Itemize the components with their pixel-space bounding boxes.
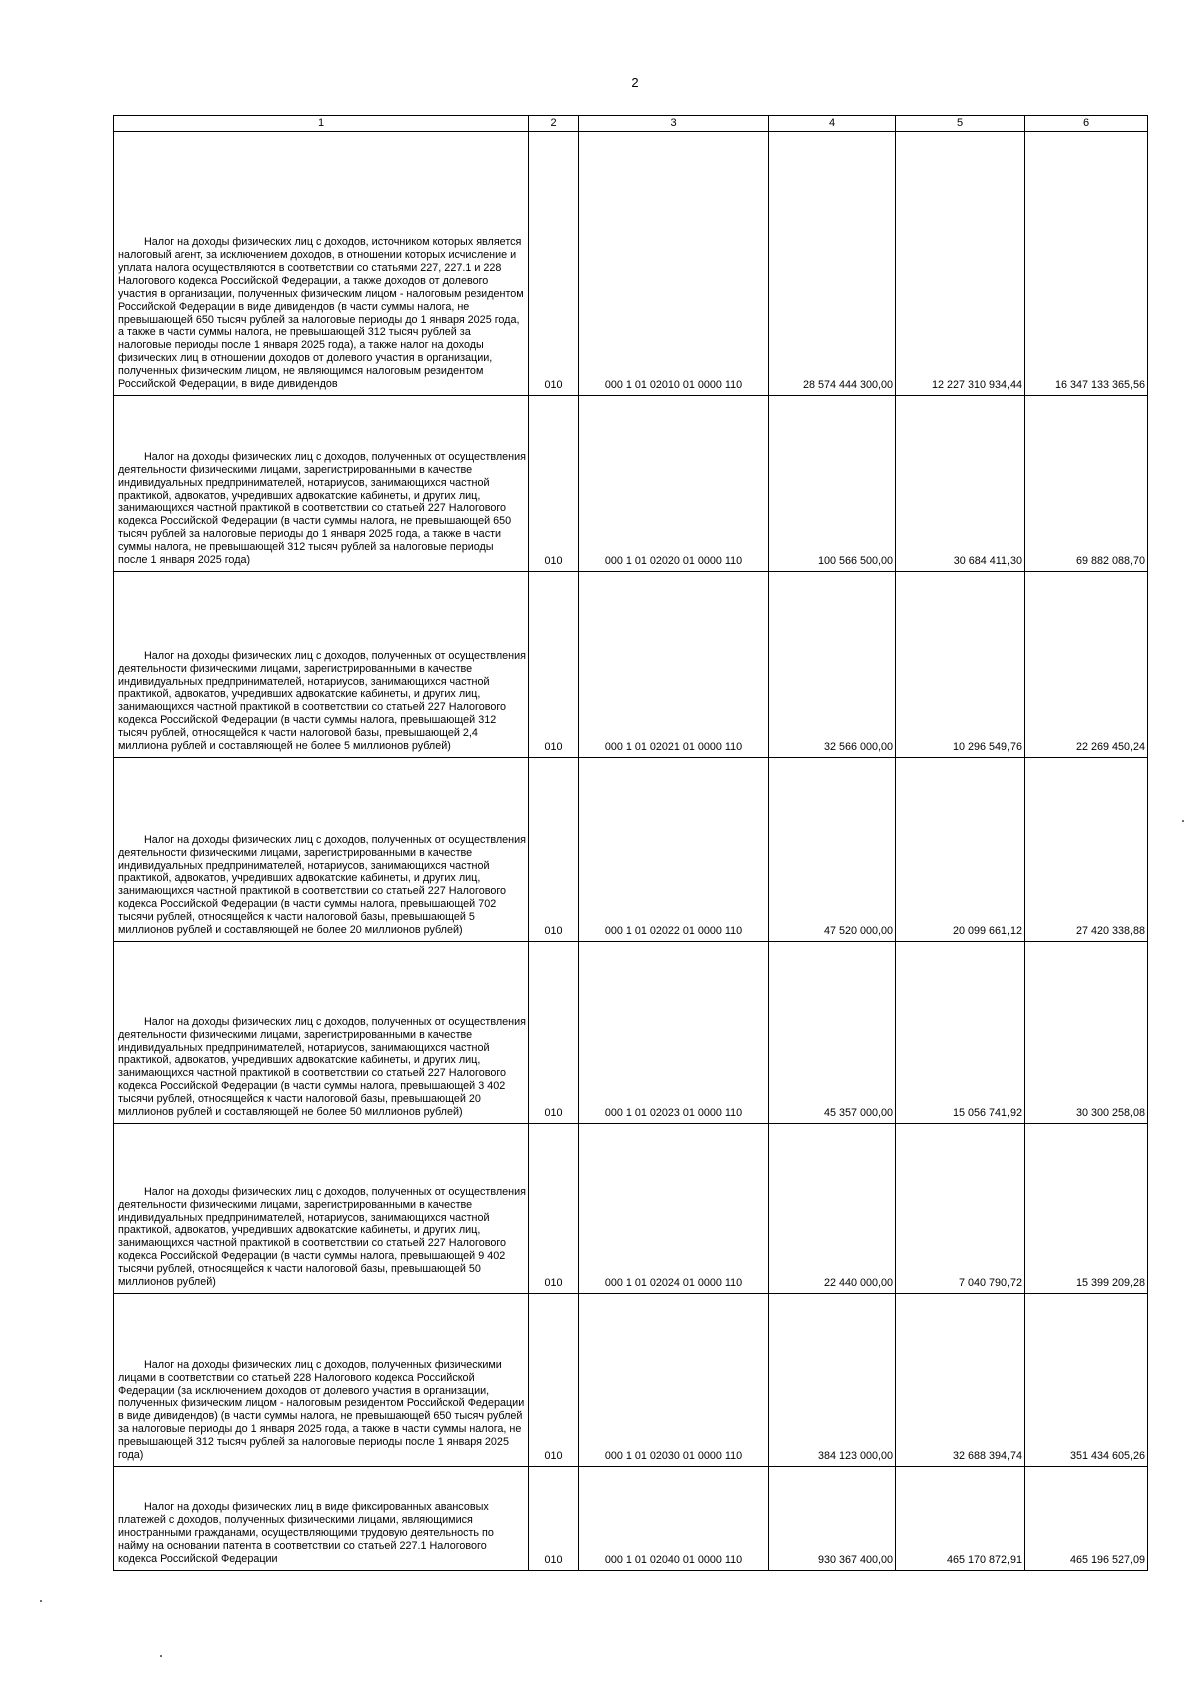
line-code-cell: 010 — [529, 1467, 579, 1571]
column-number: 2 — [529, 116, 579, 132]
approved-amount-cell: 22 440 000,00 — [769, 1124, 896, 1294]
income-name-cell — [114, 396, 529, 572]
income-name-cell — [114, 1124, 529, 1294]
approved-amount-cell: 32 566 000,00 — [769, 572, 896, 758]
table-row — [114, 1467, 1148, 1571]
budget-code-cell: 000 1 01 02021 01 0000 110 — [579, 572, 769, 758]
income-name-cell — [114, 1294, 529, 1467]
column-number: 4 — [769, 116, 896, 132]
scan-speck — [1182, 820, 1184, 822]
executed-amount-cell: 32 688 394,74 — [896, 1294, 1025, 1467]
column-number-row — [114, 116, 1148, 132]
budget-code-cell: 000 1 01 02010 01 0000 110 — [579, 132, 769, 396]
income-name: Налог на доходы физических лиц с доходов, полученных от осуществления деятельности физическими лицами, зарегистрированными в качестве индивидуальных предпринимателей, нотариусов, занимающихся частной практикой, адвокатов, учредивших адвокатские кабинеты, и других лиц, занимающихся частной практикой в соответствии со статьей 227 Налогового кодекса Российской Федерации (в части суммы налога, превышающей 312 тысяч рублей, относящейся к части налоговой базы, превышающей 2,4 миллиона рублей и составляющей не более 5 миллионов рублей) — [118, 649, 526, 753]
column-number: 6 — [1025, 116, 1148, 132]
income-name: Налог на доходы физических лиц с доходов, источником которых является налоговый агент, за исключением доходов, в отношении которых исчисление и уплата налога осуществляются в соответствии со статьями 227, 227.1 и 228 Налогового кодекса Российской Федерации, а также доходов от долевого участия в организации, полученных физическим лицом - налоговым резидентом Российской Федерации в виде дивидендов (в части суммы налога, не превышающей 650 тысяч рублей за налоговые периоды до 1 января 2025 года, а также в части суммы налога, не превышающей 312 тысяч рублей за налоговые периоды после 1 января 2025 года), а также налог на доходы физических лиц в отношении доходов от долевого участия в организации, полученных физическим лицом, не являющимся налоговым резидентом Российской Федерации, в виде дивидендов — [118, 236, 524, 391]
scan-speck — [40, 1600, 42, 1602]
table-row — [114, 132, 1148, 396]
unexecuted-amount-cell: 69 882 088,70 — [1025, 396, 1148, 572]
column-number: 3 — [579, 116, 769, 132]
income-name-cell — [114, 572, 529, 758]
executed-amount-cell: 10 296 549,76 — [896, 572, 1025, 758]
budget-code-cell: 000 1 01 02040 01 0000 110 — [579, 1467, 769, 1571]
line-code-cell: 010 — [529, 942, 579, 1124]
page-number: 2 — [631, 75, 639, 90]
income-name-cell — [114, 132, 529, 396]
table-row — [114, 572, 1148, 758]
approved-amount-cell: 384 123 000,00 — [769, 1294, 896, 1467]
table-row — [114, 942, 1148, 1124]
line-code-cell: 010 — [529, 572, 579, 758]
line-code-cell: 010 — [529, 396, 579, 572]
unexecuted-amount-cell: 351 434 605,26 — [1025, 1294, 1148, 1467]
table-row — [114, 758, 1148, 942]
line-code-cell: 010 — [529, 758, 579, 942]
income-name: Налог на доходы физических лиц с доходов, полученных физическими лицами в соответствии со статьей 228 Налогового кодекса Российской Федерации (за исключением доходов от долевого участия в организации, полученных физическим лицом - налоговым резидентом Российской Федерации в виде дивидендов) (в части суммы налога, не превышающей 650 тысяч рублей за налоговые периоды до 1 января 2025 года, а также в части суммы налога, не превышающей 312 тысяч рублей за налоговые периоды после 1 января 2025 года) — [118, 1358, 525, 1462]
income-name: Налог на доходы физических лиц с доходов, полученных от осуществления деятельности физическими лицами, зарегистрированными в качестве индивидуальных предпринимателей, нотариусов, занимающихся частной практикой, адвокатов, учредивших адвокатские кабинеты, и других лиц, занимающихся частной практикой в соответствии со статьей 227 Налогового кодекса Российской Федерации (в части суммы налога, превышающей 9 402 тысячи рублей, относящейся к части налоговой базы, превышающей 50 миллионов рублей) — [118, 1185, 526, 1289]
column-number: 1 — [114, 116, 529, 132]
budget-code-cell: 000 1 01 02030 01 0000 110 — [579, 1294, 769, 1467]
scan-speck — [160, 1655, 162, 1657]
approved-amount-cell: 45 357 000,00 — [769, 942, 896, 1124]
unexecuted-amount-cell: 465 196 527,09 — [1025, 1467, 1148, 1571]
table-row — [114, 1124, 1148, 1294]
income-name: Налог на доходы физических лиц с доходов, полученных от осуществления деятельности физическими лицами, зарегистрированными в качестве индивидуальных предпринимателей, нотариусов, занимающихся частной практикой, адвокатов, учредивших адвокатские кабинеты, и других лиц, занимающихся частной практикой в соответствии со статьей 227 Налогового кодекса Российской Федерации (в части суммы налога, превышающей 3 402 тысячи рублей, относящейся к части налоговой базы, превышающей 20 миллионов рублей и составляющей не более 50 миллионов рублей) — [118, 1015, 526, 1119]
executed-amount-cell: 20 099 661,12 — [896, 758, 1025, 942]
unexecuted-amount-cell: 22 269 450,24 — [1025, 572, 1148, 758]
income-name: Налог на доходы физических лиц в виде фиксированных авансовых платежей с доходов, полученных физическими лицами, являющимися иностранными гражданами, осуществляющими трудовую деятельность по найму на основании патента в соответствии со статьей 227.1 Налогового кодекса Российской Федерации — [118, 1501, 494, 1566]
unexecuted-amount-cell: 15 399 209,28 — [1025, 1124, 1148, 1294]
column-number: 5 — [896, 116, 1025, 132]
unexecuted-amount-cell: 16 347 133 365,56 — [1025, 132, 1148, 396]
income-name: Налог на доходы физических лиц с доходов, полученных от осуществления деятельности физическими лицами, зарегистрированными в качестве индивидуальных предпринимателей, нотариусов, занимающихся частной практикой, адвокатов, учредивших адвокатские кабинеты, и других лиц, занимающихся частной практикой в соответствии со статьей 227 Налогового кодекса Российской Федерации (в части суммы налога, не превышающей 650 тысяч рублей за налоговые периоды до 1 января 2025 года, а также в части суммы налога, не превышающей 312 тысяч рублей за налоговые периоды после 1 января 2025 года) — [118, 450, 526, 567]
income-name-cell — [114, 1467, 529, 1571]
table-row — [114, 1294, 1148, 1467]
approved-amount-cell: 930 367 400,00 — [769, 1467, 896, 1571]
income-report-table — [113, 115, 1148, 1571]
approved-amount-cell: 28 574 444 300,00 — [769, 132, 896, 396]
executed-amount-cell: 7 040 790,72 — [896, 1124, 1025, 1294]
budget-code-cell: 000 1 01 02024 01 0000 110 — [579, 1124, 769, 1294]
budget-code-cell: 000 1 01 02020 01 0000 110 — [579, 396, 769, 572]
line-code-cell: 010 — [529, 1294, 579, 1467]
approved-amount-cell: 100 566 500,00 — [769, 396, 896, 572]
budget-code-cell: 000 1 01 02023 01 0000 110 — [579, 942, 769, 1124]
income-name: Налог на доходы физических лиц с доходов, полученных от осуществления деятельности физическими лицами, зарегистрированными в качестве индивидуальных предпринимателей, нотариусов, занимающихся частной практикой, адвокатов, учредивших адвокатские кабинеты, и других лиц, занимающихся частной практикой в соответствии со статьей 227 Налогового кодекса Российской Федерации (в части суммы налога, превышающей 702 тысячи рублей, относящейся к части налоговой базы, превышающей 5 миллионов рублей и составляющей не более 20 миллионов рублей) — [118, 833, 526, 937]
line-code-cell: 010 — [529, 1124, 579, 1294]
unexecuted-amount-cell: 27 420 338,88 — [1025, 758, 1148, 942]
executed-amount-cell: 465 170 872,91 — [896, 1467, 1025, 1571]
executed-amount-cell: 15 056 741,92 — [896, 942, 1025, 1124]
line-code-cell: 010 — [529, 132, 579, 396]
unexecuted-amount-cell: 30 300 258,08 — [1025, 942, 1148, 1124]
income-name-cell — [114, 758, 529, 942]
budget-code-cell: 000 1 01 02022 01 0000 110 — [579, 758, 769, 942]
approved-amount-cell: 47 520 000,00 — [769, 758, 896, 942]
income-name-cell — [114, 942, 529, 1124]
executed-amount-cell: 12 227 310 934,44 — [896, 132, 1025, 396]
executed-amount-cell: 30 684 411,30 — [896, 396, 1025, 572]
table-row — [114, 396, 1148, 572]
